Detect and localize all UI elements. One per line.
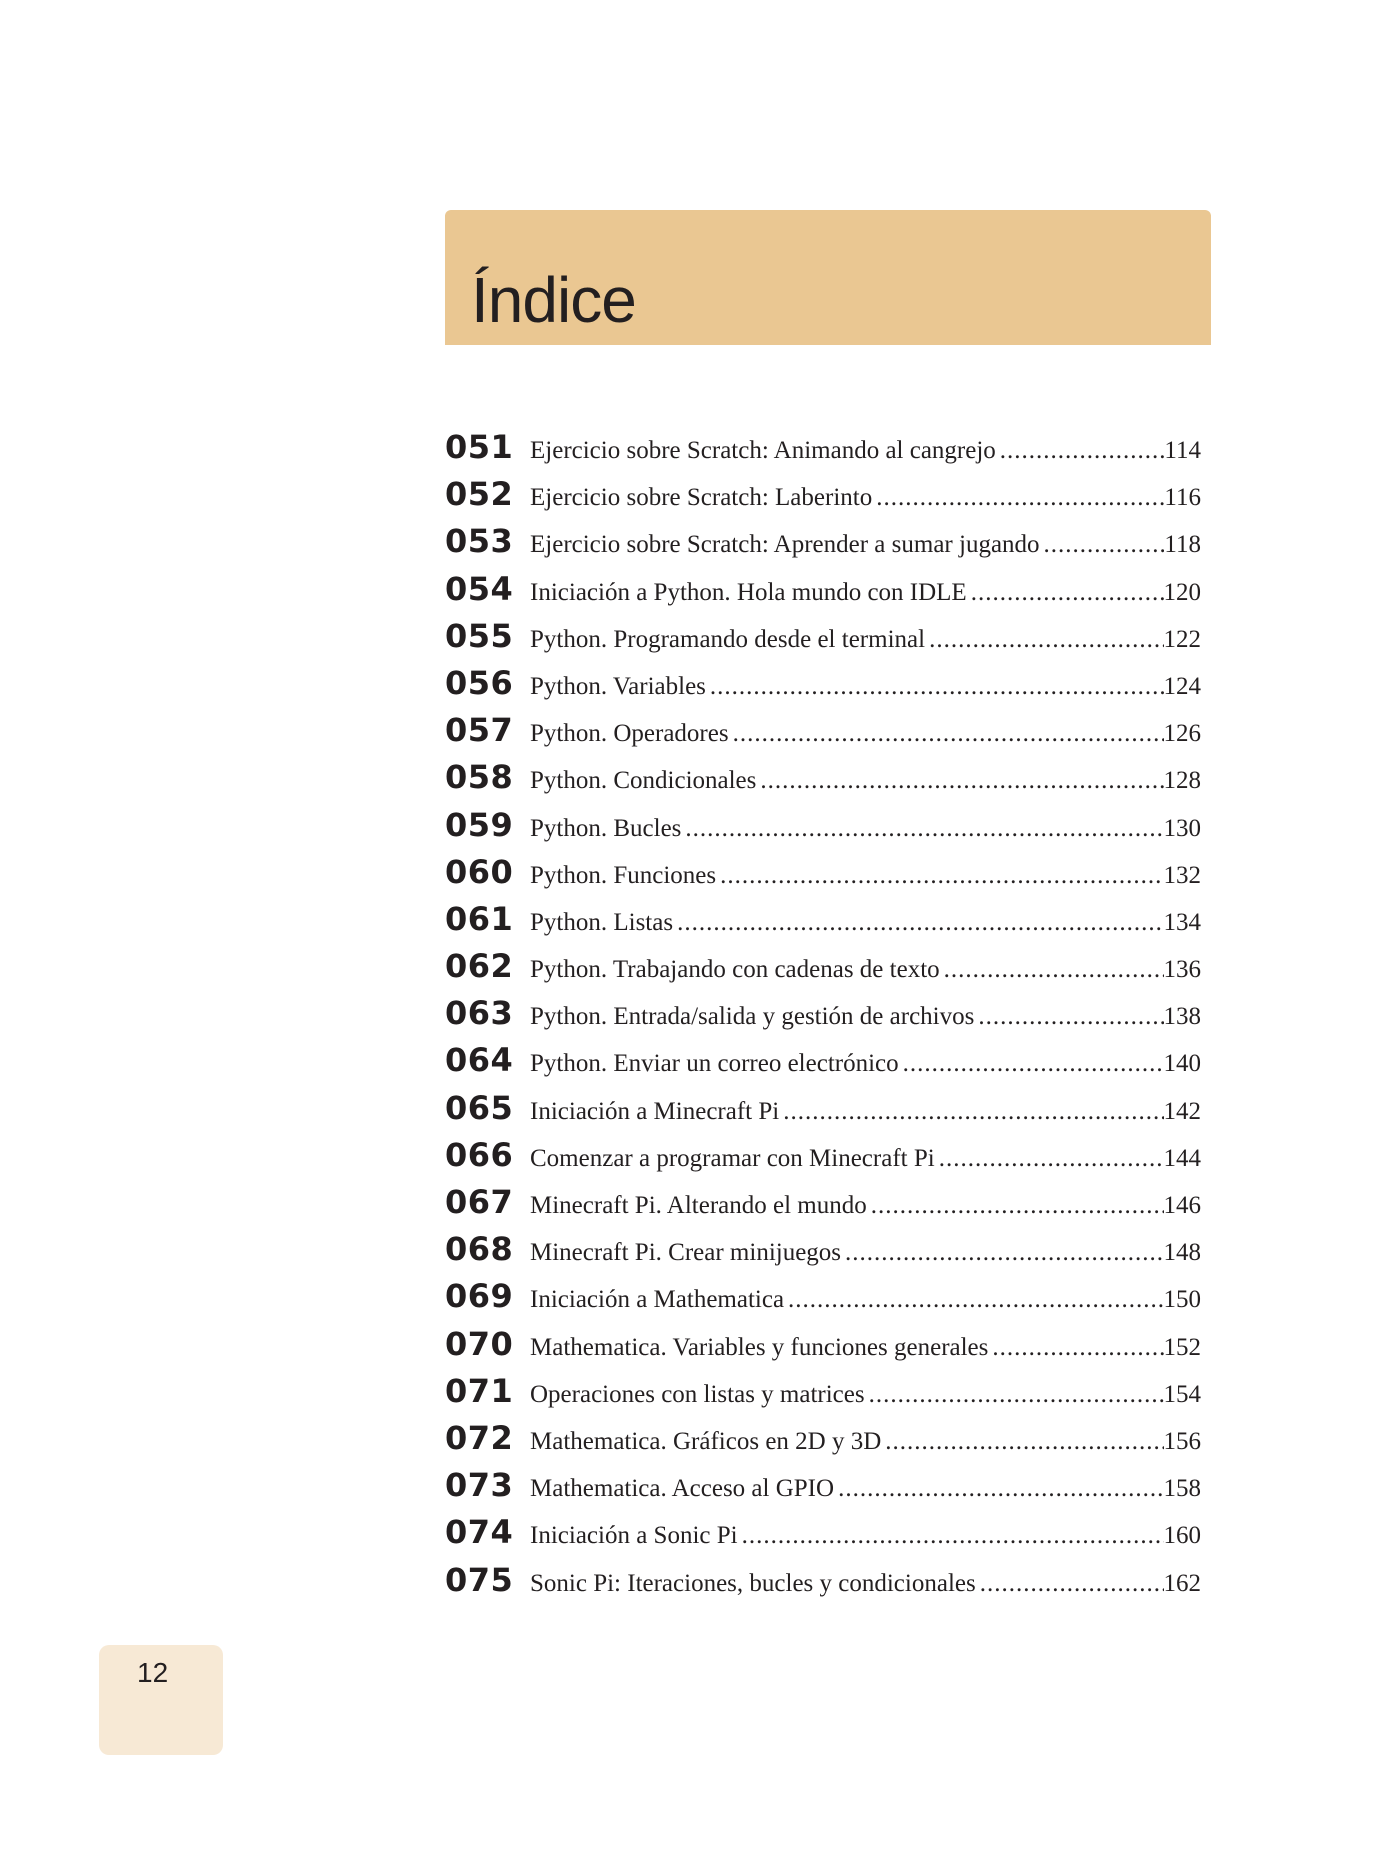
toc-dot-leader xyxy=(834,1475,1163,1503)
page-title: Índice xyxy=(471,264,636,336)
toc-entry-page: 158 xyxy=(1163,1475,1201,1503)
toc-entry-page: 136 xyxy=(1163,956,1201,984)
toc-entry[interactable] xyxy=(445,1277,1201,1324)
toc-dot-leader xyxy=(974,1003,1163,1031)
toc-entry-page: 118 xyxy=(1164,531,1201,559)
page-number-box xyxy=(99,1645,223,1755)
page-number: 12 xyxy=(137,1657,169,1688)
toc-entry-number: 058 xyxy=(445,758,514,797)
toc-entry[interactable] xyxy=(445,1089,1201,1136)
toc-entry-page: 134 xyxy=(1163,908,1201,936)
toc-entry-page: 156 xyxy=(1163,1427,1201,1455)
toc-entry-number: 056 xyxy=(445,663,514,702)
toc-entry-title: Python. Bucles xyxy=(530,814,682,842)
toc-entry[interactable] xyxy=(445,900,1201,947)
toc-entry-number: 069 xyxy=(445,1277,514,1316)
toc-entry[interactable] xyxy=(445,806,1201,853)
toc-entry[interactable] xyxy=(445,711,1201,758)
header-band xyxy=(445,210,1211,345)
toc-entry[interactable] xyxy=(445,570,1201,617)
toc-entry[interactable] xyxy=(445,1041,1201,1088)
toc-entry-title: Python. Listas xyxy=(530,908,674,936)
toc-entry-title: Iniciación a Sonic Pi xyxy=(530,1522,738,1550)
toc-entry-number: 072 xyxy=(445,1418,514,1457)
toc-dot-leader xyxy=(935,1145,1164,1173)
toc-entry[interactable] xyxy=(445,475,1201,522)
toc-entry[interactable] xyxy=(445,428,1201,475)
toc-entry-page: 150 xyxy=(1163,1286,1201,1314)
toc-dot-leader xyxy=(925,626,1163,654)
toc-entry-title: Ejercicio sobre Scratch: Animando al cangrejo xyxy=(530,437,996,464)
toc-entry-page: 124 xyxy=(1163,672,1201,700)
toc-entry-number: 075 xyxy=(445,1560,514,1599)
toc-entry-page: 140 xyxy=(1163,1050,1201,1078)
toc-entry-title: Ejercicio sobre Scratch: Aprender a sumar jugando xyxy=(530,531,1040,559)
toc-entry-title: Comenzar a programar con Minecraft Pi xyxy=(530,1144,935,1172)
table-of-contents xyxy=(445,428,1201,1608)
toc-entry[interactable] xyxy=(445,758,1201,805)
toc-entry-title: Iniciación a Minecraft Pi xyxy=(530,1097,780,1125)
toc-entry[interactable] xyxy=(445,522,1201,569)
toc-entry-title: Python. Enviar un correo electrónico xyxy=(530,1050,899,1078)
toc-entry-number: 062 xyxy=(445,947,514,986)
toc-dot-leader xyxy=(976,1570,1164,1598)
toc-entry-number: 057 xyxy=(445,711,514,750)
toc-entry-title: Minecraft Pi. Crear minijuegos xyxy=(530,1239,842,1267)
toc-entry-page: 120 xyxy=(1163,578,1201,606)
toc-dot-leader xyxy=(1040,531,1165,559)
toc-dot-leader xyxy=(867,1192,1164,1220)
toc-dot-leader xyxy=(899,1050,1164,1078)
toc-entry[interactable] xyxy=(445,1372,1201,1419)
toc-entry-page: 148 xyxy=(1163,1239,1201,1267)
toc-entry-number: 071 xyxy=(445,1371,514,1410)
toc-entry-page: 128 xyxy=(1163,767,1201,795)
toc-dot-leader xyxy=(996,437,1165,465)
toc-entry-page: 152 xyxy=(1163,1333,1201,1361)
toc-entry-page: 160 xyxy=(1163,1522,1201,1550)
toc-entry-page: 116 xyxy=(1164,484,1201,512)
toc-entry-title: Python. Variables xyxy=(530,672,706,700)
toc-entry-number: 068 xyxy=(445,1230,514,1269)
toc-dot-leader xyxy=(779,1098,1163,1126)
toc-dot-leader xyxy=(706,673,1164,701)
toc-entry[interactable] xyxy=(445,1466,1201,1513)
toc-entry[interactable] xyxy=(445,664,1201,711)
toc-entry-title: Operaciones con listas y matrices xyxy=(530,1380,865,1408)
toc-entry-number: 065 xyxy=(445,1088,514,1127)
toc-entry-number: 066 xyxy=(445,1135,514,1174)
toc-entry-title: Python. Condicionales xyxy=(530,767,757,795)
toc-entry-number: 074 xyxy=(445,1513,514,1552)
toc-entry-page: 142 xyxy=(1163,1097,1201,1125)
toc-entry-title: Iniciación a Python. Hola mundo con IDLE xyxy=(530,578,967,606)
toc-entry-number: 055 xyxy=(445,616,514,655)
toc-dot-leader xyxy=(681,815,1163,843)
toc-entry[interactable] xyxy=(445,1136,1201,1183)
toc-entry[interactable] xyxy=(445,1561,1201,1608)
toc-dot-leader xyxy=(872,484,1164,512)
toc-dot-leader xyxy=(738,1522,1164,1550)
toc-entry-page: 144 xyxy=(1163,1144,1201,1172)
toc-entry-page: 162 xyxy=(1163,1569,1201,1597)
toc-entry-title: Mathematica. Acceso al GPIO xyxy=(530,1475,835,1503)
toc-entry[interactable] xyxy=(445,1513,1201,1560)
toc-entry-number: 059 xyxy=(445,805,514,844)
toc-entry[interactable] xyxy=(445,853,1201,900)
toc-entry-title: Python. Funciones xyxy=(530,861,717,889)
toc-entry-page: 130 xyxy=(1163,814,1201,842)
toc-entry[interactable] xyxy=(445,1325,1201,1372)
toc-entry[interactable] xyxy=(445,1183,1201,1230)
toc-entry-page: 126 xyxy=(1163,720,1201,748)
toc-dot-leader xyxy=(881,1428,1163,1456)
toc-entry-number: 064 xyxy=(445,1041,514,1080)
toc-entry-page: 132 xyxy=(1163,861,1201,889)
toc-entry[interactable] xyxy=(445,617,1201,664)
toc-entry[interactable] xyxy=(445,1419,1201,1466)
toc-entry-page: 154 xyxy=(1163,1380,1201,1408)
toc-entry-title: Ejercicio sobre Scratch: Laberinto xyxy=(530,484,873,512)
toc-entry-title: Mathematica. Variables y funciones generales xyxy=(530,1333,989,1361)
toc-dot-leader xyxy=(967,579,1164,607)
toc-entry[interactable] xyxy=(445,1230,1201,1277)
toc-entry-number: 070 xyxy=(445,1324,514,1363)
toc-entry-number: 054 xyxy=(445,569,514,608)
toc-entry-number: 063 xyxy=(445,994,514,1033)
toc-entry[interactable] xyxy=(445,947,1201,994)
toc-dot-leader xyxy=(756,767,1163,795)
toc-entry-number: 073 xyxy=(445,1466,514,1505)
toc-entry-title: Sonic Pi: Iteraciones, bucles y condicionales xyxy=(530,1569,976,1597)
toc-entry-number: 052 xyxy=(445,475,514,514)
toc-entry-page: 138 xyxy=(1163,1003,1201,1031)
toc-dot-leader xyxy=(784,1286,1163,1314)
toc-dot-leader xyxy=(673,909,1163,937)
toc-entry-page: 146 xyxy=(1163,1192,1201,1219)
toc-entry-title: Python. Entrada/salida y gestión de archivos xyxy=(530,1003,975,1031)
toc-entry-page: 122 xyxy=(1163,625,1201,653)
toc-dot-leader xyxy=(841,1239,1163,1267)
toc-dot-leader xyxy=(716,862,1163,890)
toc-entry-title: Minecraft Pi. Alterando el mundo xyxy=(530,1192,867,1219)
toc-dot-leader xyxy=(988,1334,1163,1362)
toc-entry-number: 060 xyxy=(445,852,514,891)
toc-entry-title: Python. Programando desde el terminal xyxy=(530,625,926,653)
toc-entry[interactable] xyxy=(445,994,1201,1041)
toc-dot-leader xyxy=(940,956,1164,984)
toc-entry-title: Python. Operadores xyxy=(530,720,729,748)
toc-entry-number: 061 xyxy=(445,899,514,938)
toc-entry-number: 053 xyxy=(445,522,514,561)
toc-entry-number: 067 xyxy=(445,1183,514,1221)
toc-entry-title: Python. Trabajando con cadenas de texto xyxy=(530,956,940,984)
toc-entry-title: Mathematica. Gráficos en 2D y 3D xyxy=(530,1427,882,1455)
toc-dot-leader xyxy=(729,720,1164,748)
toc-dot-leader xyxy=(865,1381,1164,1409)
toc-entry-number: 051 xyxy=(445,428,514,466)
toc-entry-page: 114 xyxy=(1164,437,1201,464)
toc-entry-title: Iniciación a Mathematica xyxy=(530,1286,785,1314)
